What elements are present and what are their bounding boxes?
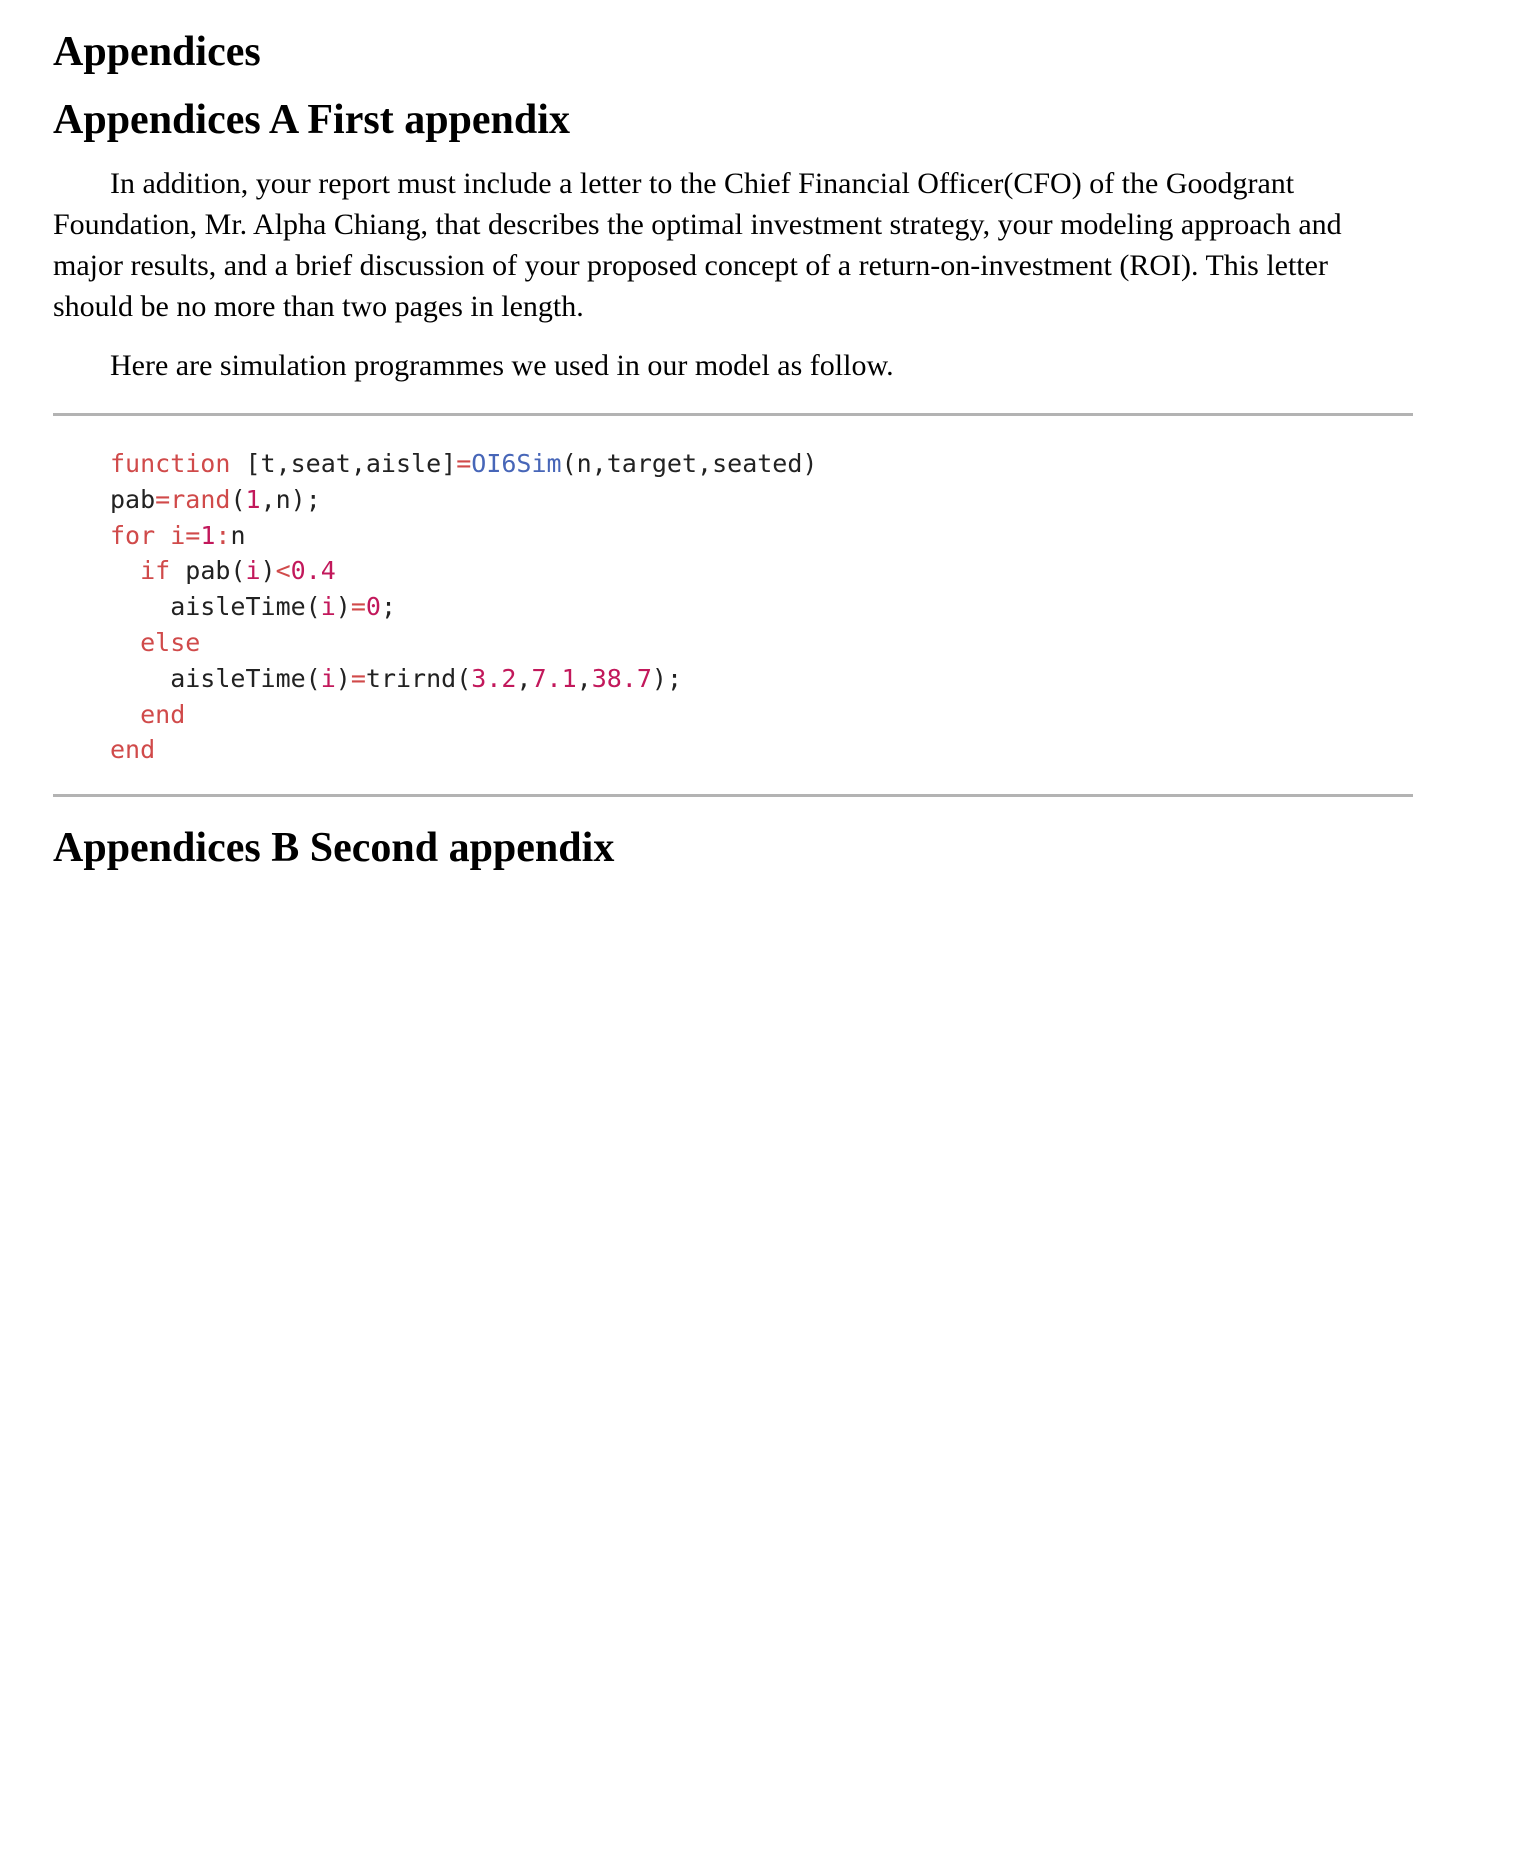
- code-token: 1: [200, 520, 216, 550]
- code-token: for: [110, 520, 156, 550]
- code-token: 0.4: [290, 556, 336, 586]
- code-line: [110, 482, 817, 518]
- code-token: <: [275, 556, 291, 586]
- code-token: ): [260, 556, 276, 586]
- paragraph-programmes: Here are simulation programmes we used in our model as follow.: [110, 349, 894, 382]
- code-line: [110, 553, 817, 589]
- code-line: [110, 446, 817, 482]
- code-token: ): [335, 663, 351, 693]
- code-token: OI6Sim: [471, 449, 562, 478]
- code-token: trirnd(: [365, 663, 472, 693]
- code-token: [t,seat,aisle]: [230, 449, 457, 478]
- code-token: ;: [380, 592, 397, 622]
- page-title: Appendices: [53, 29, 261, 75]
- code-token: (: [230, 484, 246, 514]
- code-line: [110, 625, 817, 661]
- code-bottom-rule: [53, 794, 1413, 797]
- code-token: 7.1: [531, 663, 577, 693]
- code-token: if: [110, 556, 171, 586]
- code-top-rule: [53, 413, 1413, 416]
- code-line: [110, 697, 817, 733]
- code-token: =: [185, 520, 201, 550]
- code-token: end: [110, 699, 186, 729]
- code-token: =: [155, 484, 171, 514]
- code-token: =: [350, 592, 366, 622]
- code-token: aisleTime(: [110, 592, 321, 622]
- code-line: [110, 589, 817, 625]
- code-line: [110, 661, 817, 697]
- code-token: i: [320, 592, 336, 622]
- code-token: 3.2: [471, 663, 517, 693]
- code-token: i: [155, 520, 186, 550]
- code-token: ,: [516, 663, 532, 693]
- code-token: function: [110, 449, 231, 478]
- code-line: [110, 518, 817, 554]
- code-token: :: [215, 520, 231, 550]
- code-token: 38.7: [591, 663, 652, 693]
- code-token: (n,target,seated): [561, 449, 818, 478]
- code-line: [110, 732, 817, 768]
- code-token: =: [350, 663, 366, 693]
- section-heading-b: Appendices B Second appendix: [53, 825, 615, 871]
- code-token: pab(: [170, 556, 246, 586]
- code-token: rand: [170, 484, 231, 514]
- code-token: aisleTime(: [110, 663, 321, 693]
- code-token: 1: [245, 484, 261, 514]
- section-heading-a: Appendices A First appendix: [53, 97, 570, 143]
- code-token: else: [110, 627, 201, 657]
- code-token: end: [110, 735, 156, 765]
- code-listing: [110, 446, 817, 768]
- code-token: i: [320, 663, 336, 693]
- code-token: pab: [110, 484, 156, 514]
- code-token: 0: [365, 592, 381, 622]
- paragraph-intro: In addition, your report must include a letter to the Chief Financial Officer(CFO) of the Goodgrant Foundation, Mr. Alpha Chiang, that describes the optimal investment strategy, your modeling approach and major results, and a brief discussion of your proposed concept of a return-on-investment (ROI). This letter should be no more than two pages in length.: [53, 167, 1342, 323]
- code-token: ): [335, 592, 351, 622]
- code-token: n: [230, 520, 246, 550]
- code-token: );: [651, 663, 683, 693]
- code-token: ,: [576, 663, 592, 693]
- code-token: ,n);: [260, 484, 321, 514]
- code-token: i: [245, 556, 261, 586]
- code-token: =: [456, 449, 472, 478]
